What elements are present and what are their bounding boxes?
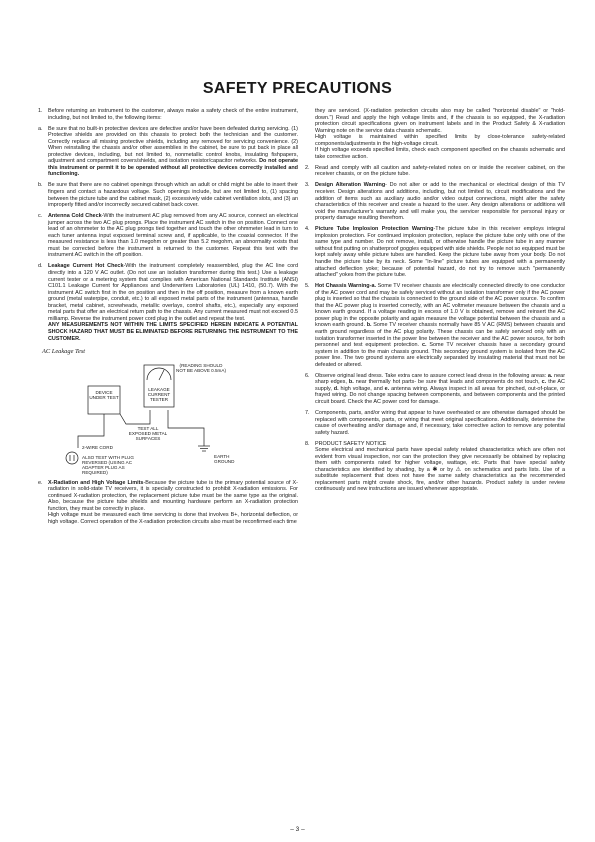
- item-letter: e.: [38, 479, 43, 486]
- cord-label: 2-WIRE CORD: [82, 444, 113, 450]
- item-number: 3.: [305, 182, 310, 189]
- item-text: high voltage, and: [340, 385, 383, 392]
- item-c: [38, 213, 298, 259]
- sub-letter: e.: [384, 385, 390, 392]
- item-a: [38, 126, 298, 178]
- sub-letter: b.: [348, 379, 354, 386]
- item-text: -Because the picture tube is the primary potential source of X-radiation in solid-state TV receivers, it is specially constructed to prohibit X-radiation emissions. For continued X-radiation protection, the replacement picture tube must be the same type as the original. Also, because the picture tube shields and mounting hardware perform an X-radiation protection function, they must be correctly in place.: [48, 479, 298, 512]
- item-text: Some TV receiver chassis have a secondary ground system in addition to the main chassis ground. This secondary ground system is isolated from the AC power line. The two ground systems are electrically separated by insulating material that must not be defeated or altered.: [315, 342, 565, 368]
- item-text: High voltage is maintained within specified limits by close-tolerance safety-related components/adjustments in the high-voltage circuit.: [315, 134, 565, 147]
- item-number: 4.: [305, 226, 310, 233]
- item-b: [38, 182, 298, 208]
- sub-letter: b.: [366, 322, 372, 329]
- item-4: [305, 226, 565, 278]
- item-2: [305, 165, 565, 178]
- item-letter: a.: [38, 125, 43, 132]
- test-all-label: TEST ALL EXPOSED METAL SURFACES: [128, 425, 168, 441]
- sub-letter: c.: [541, 379, 547, 386]
- item-heading: Leakage Current Hot Check: [48, 263, 124, 270]
- item-number: 7.: [305, 409, 310, 416]
- item-heading: Antenna Cold Check: [48, 213, 102, 220]
- page-number: – 3 –: [290, 826, 305, 833]
- item-text: If high voltage exceeds specified limits, check each component specified on the chassis schematic and take corrective action.: [315, 147, 565, 160]
- item-text: near sharp edges,: [315, 372, 566, 386]
- item-heading: Picture Tube Implosion Protection Warning: [315, 226, 434, 233]
- item-text: Be sure that no built-in protective devices are defective and/or have been defeated during servicing. (1) Protective shields are provided on this chassis to protect both the technician and the customer. Correctly replace all missing protective shields, including any removed for servicing convenience. (2) When reinstalling the chassis and/or other assemblies in the cabinet, be sure to put back in place all protective devices, including, but not limited to, nonmetallic control knobs, insulating fishpapers, adjustment and compartment covers/shields, and isolation resistor/capacitor networks.: [48, 125, 298, 165]
- item-text: Observe original lead dress. Take extra care to assure correct lead dress in the following areas:: [315, 372, 547, 379]
- item-3: [305, 182, 565, 221]
- item-text: High voltage must be measured each time servicing is done that involves B+, horizontal deflection, or high voltage. Correct operation of the X-radiation protection circuits also must be reconfirmed each time: [48, 512, 298, 525]
- item-e: [38, 480, 298, 526]
- left-column: [38, 108, 298, 530]
- item-text: the AC supply,: [315, 379, 565, 392]
- item-text: antenna wiring. Always inspect in all areas for pinched, out-of-place, or frayed wiring. Do not change spacing between components, and between components and the printed circuit board. Check the AC power cord for damage.: [315, 385, 566, 405]
- bold-warning: ANY MEASUREMENTS NOT WITHIN THE LIMITS SPECIFIED HEREIN INDICATE A POTENTIAL SHOCK HAZARD THAT MUST BE ELIMINATED BEFORE RETURNING THE INSTRUMENT TO THE CUSTOMER.: [48, 322, 298, 342]
- item-heading: PRODUCT SAFETY NOTICE: [315, 440, 387, 447]
- item-text: Be sure that there are no cabinet openings through which an adult or child might be able to insert their fingers and contact a hazardous voltage. Such openings include, but are not limited to, (1) spacing between the picture tube and the cabinet mask, (2) excessively wide cabinet ventilation slots, and (3) an improperly fitted and/or incorrectly secured cabinet back cover.: [48, 182, 298, 209]
- item-1: [38, 108, 298, 121]
- item-text: Some TV receiver chassis normally have 85 V AC (RMS) between chassis and earth ground regardless of the AC plug polarity. These chassis can be safely serviced only with an isolation transformer inserted in the power line between the receiver and the AC power source, for both personnel and test equipment protection.: [315, 322, 566, 349]
- item-text: they are serviced. (X-radiation protection circuits also may be called "horizontal disable" or "hold-down.") Read and apply the high voltage limits and, if the chassis is so equipped, the X-radiation protection circuit specifications given on instrument labels and in the Product Safety & X-radiation Warning note on the service data chassis schematic.: [315, 108, 565, 134]
- item-text: Before returning an instrument to the customer, always make a safety check of the entire instrument, including, but not limited to, the following items:: [48, 108, 298, 121]
- item-text: Some electrical and mechanical parts have special safety related characteristics which are often not evident from visual inspection, nor can the protection they give necessarily be obtained by replacing them with components rated for higher voltage, wattage, etc. Parts that have special safety characteristics are identified by shading, by a: [315, 447, 565, 473]
- ac-leakage-diagram: [38, 358, 298, 476]
- item-heading: X-Radiation and High Voltage Limits: [48, 479, 144, 486]
- device-label: DEVICE UNDER TEST: [89, 389, 119, 400]
- item-6: [305, 373, 565, 406]
- item-number: 2.: [305, 164, 310, 171]
- item-7: [305, 410, 565, 436]
- right-column: [305, 108, 565, 498]
- diagram-caption: AC Leakage Test: [42, 348, 86, 356]
- item-letter: b.: [38, 182, 43, 189]
- item-e-continued: [305, 108, 565, 160]
- item-text: -The picture tube in this receiver employs integral implosion protection. For continued implosion protection, replace the picture tube only with one of the same type and number. Do not remove, install, or otherwise handle the picture tube in any manner without first putting on shatterproof goggles equipped with side shields. People not so equipped must be kept safely away while picture tubes are handled. Keep the picture tube away from your body. Do not handle the picture tube by its neck. Some "in-line" picture tubes are equipped with a permanently attached deflection yoke; because of potential hazard, do not try to remove such "permanently attached" yokes from the picture tube.: [315, 226, 565, 279]
- item-number: 5.: [305, 283, 310, 290]
- earth-label: EARTH GROUND: [214, 453, 235, 464]
- item-letter: d.: [38, 263, 43, 270]
- item-number: 8.: [305, 440, 310, 447]
- item-letter: c.: [38, 213, 43, 220]
- item-text: or by: [439, 466, 454, 473]
- item-heading: Design Alteration Warning: [315, 182, 386, 189]
- sub-letter: c.: [421, 342, 427, 349]
- item-number: 1.: [38, 108, 43, 114]
- reverse-plug-note: ALSO TEST WITH PLUG REVERSED (USING AC ADAPTER PLUG AS REQUIRED): [82, 454, 134, 476]
- bold-warning: Do not operate this instrument or permit it to be operated without all protective devices correctly installed and functioning.: [48, 158, 298, 178]
- asterisk-icon: ✱: [432, 466, 438, 473]
- item-5: [305, 283, 565, 368]
- item-8: [305, 441, 565, 493]
- item-text: Some TV receiver chassis are electrically connected directly to one conductor of the AC power cord and may be safely serviced without an isolation transformer only if the AC power plug is inserted so that the chassis is connected to the ground side of the AC power source. To confirm that the AC power plug is inserted correctly, with an AC voltmeter measure between the chassis and a known earth ground. If a voltage reading in excess of 1.0 V is obtained, remove and reinsert the AC power plug in the opposite polarity and again measure the voltage potential between the chassis and a known earth ground.: [315, 283, 565, 329]
- item-heading: Hot Chassis Warning-a.: [315, 283, 376, 290]
- item-text: -With the instrument AC plug removed from any AC source, connect an electrical jumper across the two AC plug prongs. Place the instrument AC switch in the on position. Connect one lead of an ohmmeter to the AC plug prongs tied together and touch the other ohmmeter lead in turn to each tuner antenna input exposed terminal screw and, if applicable, to the coaxial connector. If the measured resistance is less than 1.0 megohm or greater than 5.2 megohm, an abnormality exists that must be corrected before the instrument is returned to the customer. Repeat this test with the instrument AC switch in the off position.: [48, 213, 298, 259]
- item-text: -With the instrument completely reassembled, plug the AC line cord directly into a 120 V AC outlet. (Do not use an isolation transformer during this test.) Use a leakage current tester or a metering system that complies with American National Standards Institute (ANSI) C101.1 Leakage Current for Appliances and Underwriters Laboratories (UL) 1410, (50.7). With the instrument AC switch first in the on position and then in the off position, measure from a known earth ground (metal waterpipe, conduit, etc.) to all exposed metal parts of the instrument (antennas, handle bracket, metal cabinet, screwheads, metallic overlays, control shafts, etc.), especially any exposed metal parts that offer an electrical return path to the chassis. Any current measured must not exceed 0.5 milliamp. Reverse the instrument power cord plug in the outlet and repeat the test.: [48, 263, 298, 322]
- item-text: Read and comply with all caution and safety-related notes on or inside the receiver cabinet, on the receiver chassis, or on the picture tube.: [315, 164, 565, 178]
- item-text: - Do not alter or add to the mechanical or electrical design of this TV receiver. Design alterations and additions, including, but not limited to, circuit modifications and the addition of items such as auxiliary audio and/or video output connections, might alter the safety characteristics of this receiver and create a hazard to the user. Any design alterations or additions will void the manufacturer's warranty and will make you, the servicer responsible for personal injury or property damage resulting therefrom.: [315, 182, 565, 222]
- item-d: [38, 263, 298, 342]
- item-text: near thermally hot parts- be sure that leads and components do not touch,: [355, 379, 540, 386]
- page-title: SAFETY PRECAUTIONS: [202, 80, 393, 97]
- item-text: on schematics and parts lists. Use of a substitute replacement that does not have the same safety characteristics as the recommended replacement parts might create shock, fire, and/or other hazards. Product safety is under review continuously and new instructions are issued whenever appropriate.: [315, 466, 565, 493]
- tester-label: LEAKAGE CURRENT TESTER: [147, 386, 171, 402]
- sub-letter: a.: [547, 372, 553, 379]
- item-number: 6.: [305, 372, 310, 379]
- sub-letter: d.: [333, 385, 339, 392]
- ac-leakage-schematic: [38, 358, 298, 476]
- warning-triangle-icon: ⚠: [455, 466, 463, 473]
- item-text: Components, parts, and/or wiring that appear to have overheated or are otherwise damaged should be replaced with components, parts, or wiring that meet original specifications. Additionally, determine the cause of overheating and/or damage and, if necessary, take corrective action to remove any potential safety hazard.: [315, 409, 565, 436]
- reading-note: (READING SHOULD NOT BE ABOVE 0.5mA): [176, 362, 226, 373]
